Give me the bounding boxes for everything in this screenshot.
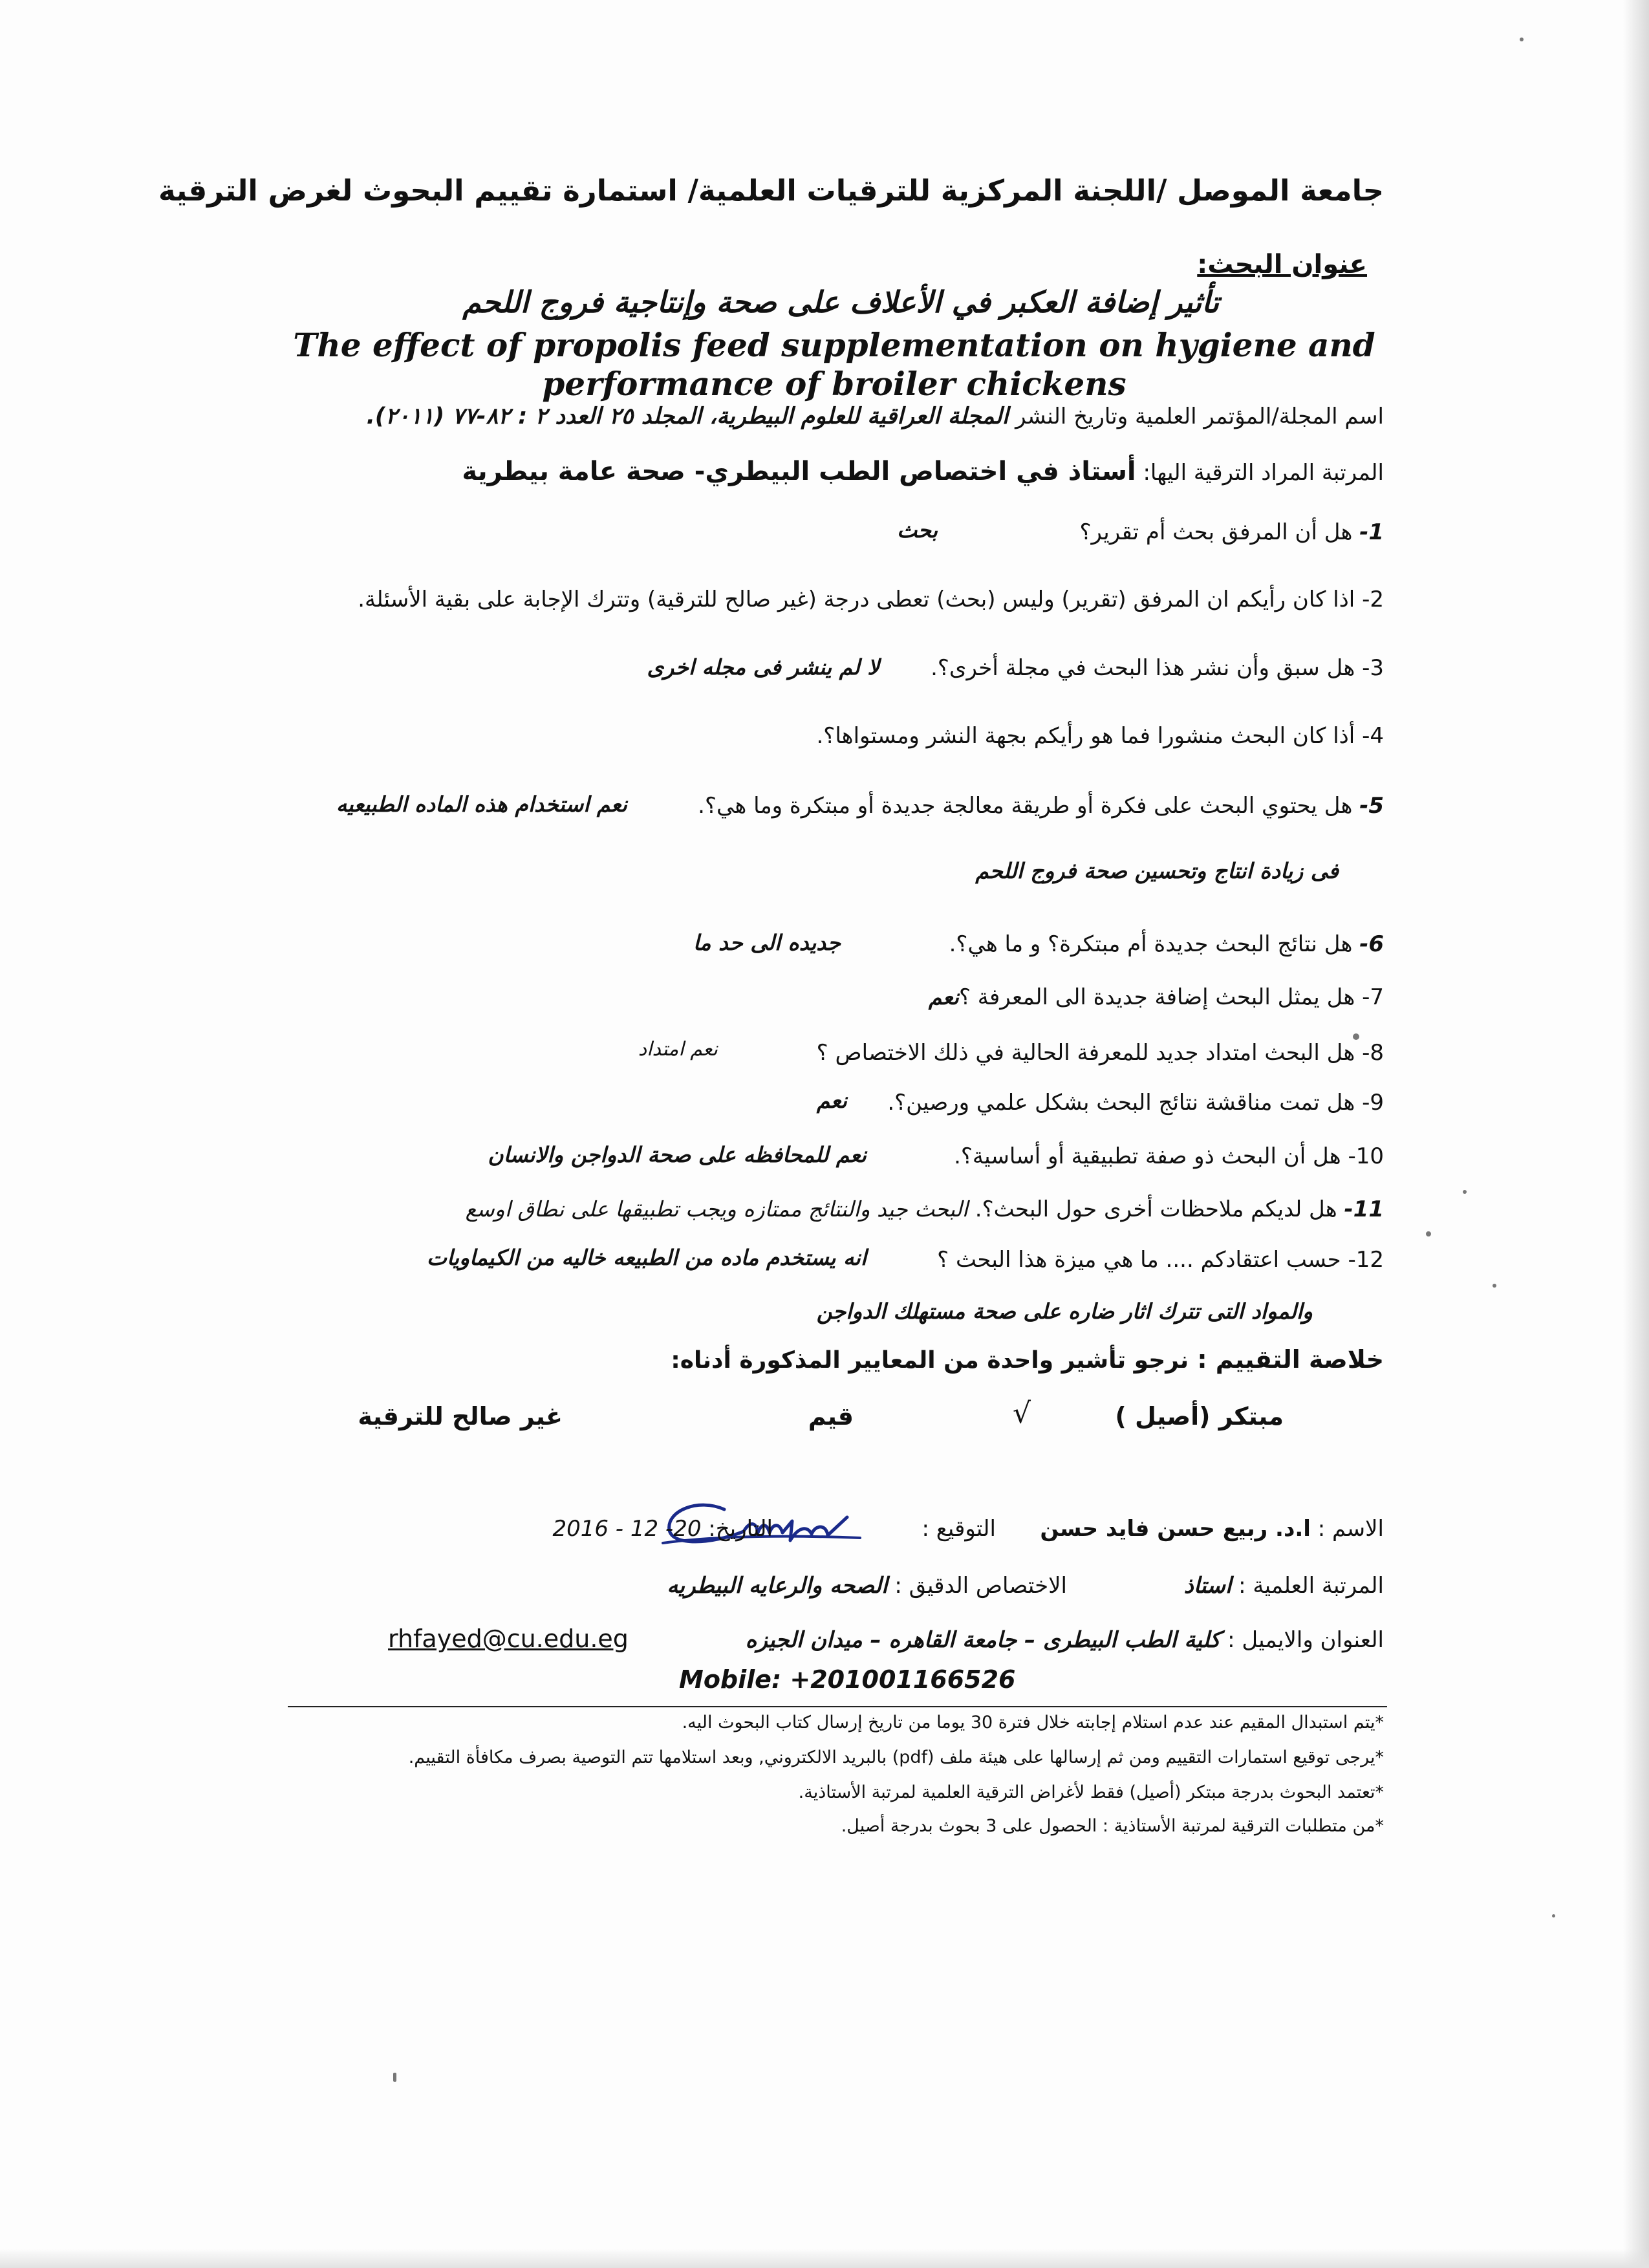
question-text: هل أن البحث ذو صفة تطبيقية أو أساسية؟.: [954, 1143, 1341, 1169]
answer-3: لا لم ينشر فى مجله اخرى: [647, 654, 879, 680]
academic-rank-row: [1184, 1573, 1384, 1599]
answer-10: نعم للمحافظه على صحة الدواجن والانسان: [488, 1142, 867, 1167]
question-4: [816, 723, 1384, 749]
question-6: [949, 931, 1384, 957]
footnote-2: *يرجى توقيع استمارات التقييم ومن ثم إرسالها على هيئة ملف (pdf) بالبريد الالكتروني, وبعد استلامها تتم التوصية بصرف مكافأة التقييم.: [408, 1747, 1384, 1767]
question-text: حسب اعتقادكم .... ما هي ميزة هذا البحث ؟: [937, 1247, 1341, 1273]
footnote-3: *تعتمد البحوث بدرجة مبتكر (أصيل) فقط لأغراض الترقية العلمية لمرتبة الأستاذية.: [798, 1782, 1384, 1802]
date-label: التاريخ:: [708, 1516, 773, 1542]
scan-speck: [1520, 38, 1524, 41]
scan-speck: [1353, 1033, 1359, 1040]
answer-9: نعم: [816, 1088, 847, 1113]
specialty-value: الصحه والرعايه البيطريه: [667, 1573, 888, 1599]
check-mark-icon: √: [1013, 1397, 1031, 1430]
answer-6: جديده الى حد ما: [693, 930, 841, 955]
question-text: هل سبق وأن نشر هذا البحث في مجلة أخرى؟.: [931, 655, 1355, 681]
question-text: اذا كان رأيكم ان المرفق (تقرير) وليس (بحث) تعطى درجة (غير صالح للترقية) وتترك الإجابة على بقية الأسئلة.: [358, 587, 1355, 612]
option-valuable: قيم: [808, 1402, 854, 1431]
question-10: [954, 1143, 1384, 1169]
answer-1: بحث: [897, 517, 938, 543]
question-text: هل يحتوي البحث على فكرة أو طريقة معالجة جديدة أو مبتكرة وما هي؟.: [698, 793, 1353, 819]
answer-12: انه يستخدم ماده من الطبيعه خاليه من الكيماويات: [426, 1245, 867, 1270]
journal-label: اسم المجلة/المؤتمر العلمية وتاريخ النشر: [1015, 404, 1384, 429]
question-1: [1079, 519, 1384, 545]
evaluator-email: rhfayed@cu.edu.eg: [388, 1625, 629, 1653]
question-text: هل لديكم ملاحظات أخرى حول البحث؟.: [975, 1196, 1337, 1222]
target-rank-label: المرتبة المراد الترقية اليها:: [1143, 460, 1384, 486]
question-9: [887, 1090, 1384, 1116]
question-3: [931, 655, 1384, 681]
research-title-english: The effect of propolis feed supplementation on hygiene and performance of broiler chickens: [293, 326, 1375, 403]
question-text: هل يمثل البحث إضافة جديدة الى المعرفة ؟: [958, 984, 1355, 1010]
scan-speck: [393, 2073, 396, 2082]
journal-value: المجلة العراقية للعلوم البيطرية، المجلد ٢٥ العدد ٢ : ٨٢-٧٧ (٢٠١١).: [366, 404, 1009, 429]
target-rank-value: أستاذ في اختصاص الطب البيطري- صحة عامة بيطرية: [462, 457, 1136, 486]
answer-7: نعم: [928, 984, 959, 1010]
question-2: [358, 587, 1384, 612]
footnote-divider: [288, 1706, 1387, 1707]
evaluator-mobile: Mobile: +201001166526: [679, 1665, 1016, 1694]
question-8: [817, 1040, 1384, 1066]
question-text: أذا كان البحث منشورا فما هو رأيكم بجهة النشر ومستواها؟.: [816, 723, 1355, 749]
question-number: 11-: [1344, 1196, 1384, 1222]
question-text: هل البحث امتداد جديد للمعرفة الحالية في ذلك الاختصاص ؟: [816, 1040, 1355, 1066]
question-number: 3-: [1362, 655, 1384, 681]
research-title-label: عنوان البحث:: [1197, 250, 1367, 279]
question-number: 4-: [1362, 723, 1384, 749]
question-number: 5-: [1359, 793, 1384, 819]
academic-rank-label: المرتبة العلمية :: [1238, 1573, 1384, 1599]
question-text: هل نتائج البحث جديدة أم مبتكرة؟ و ما هي؟.: [949, 931, 1353, 957]
address-label: العنوان والايميل :: [1227, 1627, 1384, 1653]
address-row: [746, 1627, 1384, 1653]
answer-12-continued: والمواد التى تترك اثار ضاره على صحة مستهلك الدواجن: [816, 1299, 1313, 1324]
scan-speck: [1426, 1231, 1431, 1237]
research-title-arabic: تأثير إضافة العكبر في الأعلاف على صحة وإنتاجية فروج اللحم: [462, 285, 1219, 319]
question-text: هل أن المرفق بحث أم تقرير؟: [1079, 519, 1353, 545]
footnote-4: *من متطلبات الترقية لمرتبة الأستاذية : الحصول على 3 بحوث بدرجة أصيل.: [841, 1816, 1384, 1836]
answer-11: البحث جيد والنتائج ممتازه ويجب تطبيقها على نطاق اوسع: [465, 1196, 968, 1222]
question-number: 8-: [1362, 1040, 1384, 1066]
question-number: 6-: [1359, 931, 1384, 957]
evaluator-name: ا.د. ربيع حسن فايد حسن: [1040, 1516, 1311, 1542]
question-number: 7-: [1362, 984, 1384, 1010]
question-5: [698, 793, 1384, 819]
date-value: 20- 12 - 2016: [552, 1516, 702, 1542]
specialty-row: [667, 1573, 1067, 1599]
question-text: هل تمت مناقشة نتائج البحث بشكل علمي ورصين؟.: [887, 1090, 1355, 1116]
signature-label: التوقيع :: [921, 1516, 996, 1542]
question-7: [929, 984, 1384, 1010]
journal-line: [367, 404, 1384, 429]
evaluator-name-row: [1040, 1516, 1384, 1542]
option-not-eligible: غير صالح للترقية: [358, 1402, 563, 1431]
scan-speck: [1463, 1190, 1467, 1194]
question-11: [466, 1196, 1384, 1222]
summary-line: [671, 1345, 1384, 1374]
answer-5-continued: فى زيادة انتاج وتحسين صحة فروج اللحم: [975, 858, 1339, 883]
question-12: [937, 1247, 1384, 1273]
question-number: 10-: [1348, 1143, 1384, 1169]
page-edge-shadow: [1623, 0, 1649, 2268]
scan-speck: [1552, 1914, 1555, 1917]
question-number: 1-: [1359, 519, 1384, 545]
address-value: كلية الطب البيطرى – جامعة القاهره – ميدان الجيزه: [745, 1627, 1221, 1653]
answer-5: نعم استخدام هذه الماده الطبيعيه: [336, 792, 627, 817]
specialty-label: الاختصاص الدقيق :: [894, 1573, 1067, 1599]
date-row: [552, 1516, 773, 1542]
summary-instruction: نرجو تأشير واحدة من المعايير المذكورة أدناه:: [671, 1347, 1189, 1374]
page-bottom-shadow: [0, 2249, 1649, 2268]
question-number: 12-: [1348, 1247, 1384, 1273]
scan-speck: [1493, 1284, 1496, 1288]
summary-label: خلاصة التقييم :: [1197, 1345, 1384, 1374]
evaluator-name-label: الاسم :: [1317, 1516, 1384, 1542]
academic-rank-value: استاذ: [1183, 1573, 1232, 1599]
form-header-title: جامعة الموصل /اللجنة المركزية للترقيات العلمية/ استمارة تقييم البحوث لغرض الترقية: [158, 173, 1384, 208]
option-original: مبتكر (أصيل ): [1115, 1402, 1284, 1431]
answer-8: نعم امتداد: [638, 1038, 718, 1061]
question-number: 9-: [1362, 1090, 1384, 1116]
footnote-1: *يتم استبدال المقيم عند عدم استلام إجابته خلال فترة 30 يوما من تاريخ إرسال كتاب البحوث اليه.: [682, 1712, 1384, 1733]
target-rank-line: [462, 457, 1384, 486]
question-number: 2-: [1362, 587, 1384, 612]
